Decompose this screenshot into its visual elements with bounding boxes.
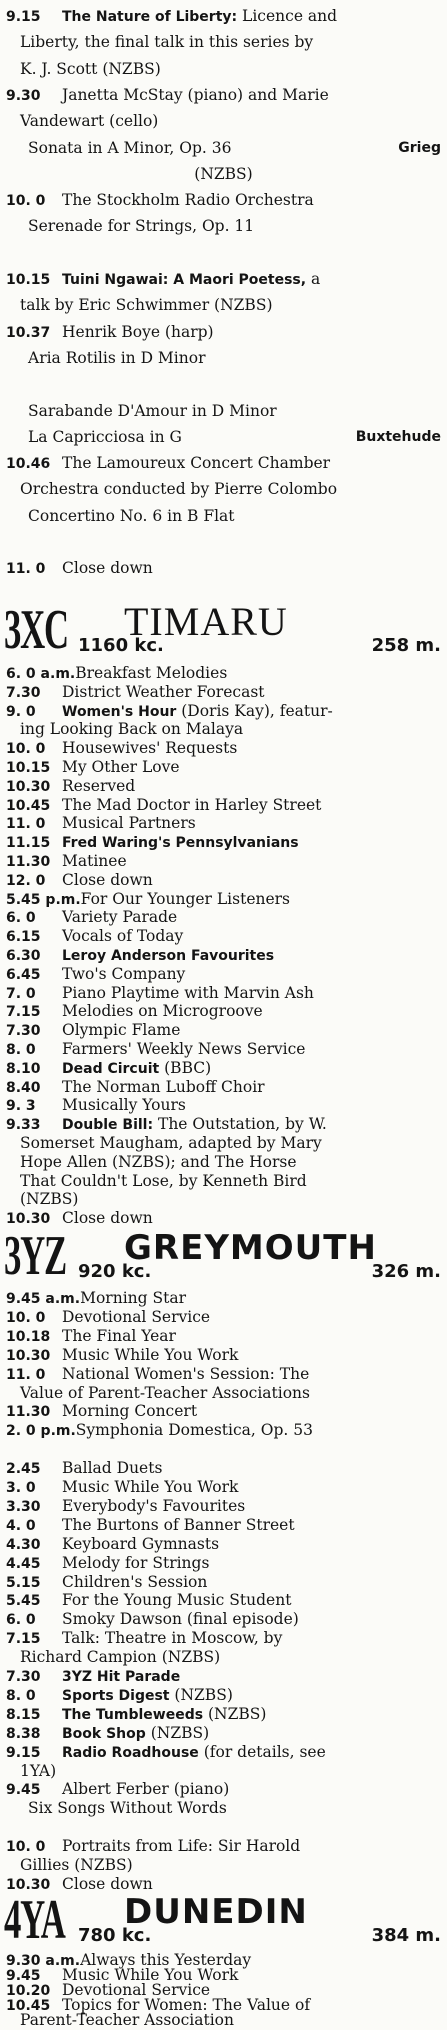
programme-time: 6.45 — [6, 966, 41, 983]
programme-time: 10.30 — [6, 1347, 51, 1364]
programme-title: Women's Hour — [62, 703, 177, 720]
programme-line — [6, 1704, 441, 1725]
programme-line — [6, 453, 441, 474]
programme-text: ing Looking Back on Malaya — [20, 720, 244, 739]
programme-text: Two's Company — [62, 964, 186, 983]
programme-title: 3YZ Hit Parade — [62, 1669, 181, 1685]
station-city: TIMARU — [124, 599, 288, 644]
programme-time: 8. 0 — [6, 1687, 36, 1704]
programme-time: 6. 0 — [6, 1612, 36, 1629]
programme-text: For Our Younger Listeners — [80, 889, 291, 908]
programme-time: 10.20 — [6, 1983, 51, 1999]
programme-time: 5.15 — [6, 1574, 41, 1591]
programme-time: 5.45 p.m. — [6, 891, 81, 908]
programme-time: 7.30 — [6, 1023, 41, 1040]
programme-text: The Mad Doctor in Harley Street — [62, 795, 322, 814]
programme-time: 7.15 — [6, 1631, 41, 1648]
composer-credit: Grieg — [398, 139, 441, 156]
programme-text: Vocals of Today — [62, 927, 184, 946]
programme-line — [6, 348, 441, 368]
programme-time: 11. 0 — [6, 1366, 46, 1383]
programme-time: 6. 0 — [6, 910, 36, 927]
station-header-dunedin — [4, 1889, 441, 1951]
programme-time: 11.30 — [6, 1404, 51, 1421]
programme-text: Housewives' Requests — [62, 739, 238, 758]
programme-line — [6, 1326, 441, 1347]
programme-text: Music While You Work — [62, 1478, 239, 1496]
programme-text: (NZBS) — [20, 1190, 79, 1209]
programme-line — [6, 1401, 441, 1422]
programme-line — [6, 1836, 441, 1857]
programme-text: Close down — [62, 559, 153, 578]
programme-text: Vandewart (cello) — [20, 112, 159, 131]
programme-line — [6, 558, 441, 579]
programme-text: Parent-Teacher Association — [20, 2011, 234, 2029]
programme-text: Serenade for Strings, Op. 11 — [28, 217, 255, 236]
programme-time: 9.45 — [6, 1782, 41, 1799]
programme-time: 2. 0 p.m. — [6, 1423, 76, 1440]
programme-line — [6, 1742, 441, 1763]
programme-line — [6, 59, 441, 79]
programme-text: Reserved — [62, 776, 136, 795]
programme-text: Breakfast Melodies — [75, 664, 228, 682]
programme-line — [6, 479, 441, 499]
programme-time: 4.30 — [6, 1536, 41, 1553]
programme-time: 7.30 — [6, 1669, 41, 1685]
programme-time: 5.45 — [6, 1593, 41, 1610]
programme-line — [6, 6, 441, 27]
station-wavelength: 258 m. — [371, 635, 441, 656]
programme-time: 10. 0 — [6, 741, 46, 758]
programme-line — [6, 1458, 441, 1479]
programme-line — [6, 1647, 441, 1667]
programme-time: 6. 0 a.m. — [6, 666, 76, 682]
programme-time: 8.10 — [6, 1060, 41, 1077]
programme-time: 12. 0 — [6, 872, 46, 889]
programme-time: 11. 0 — [6, 561, 46, 578]
programme-time: 3. 0 — [6, 1480, 36, 1496]
programme-line — [6, 164, 441, 184]
programme-text: Sarabande D'Amour in D Minor — [28, 401, 277, 420]
programme-text: The Stockholm Radio Orchestra — [62, 191, 314, 210]
programme-line — [6, 1477, 441, 1498]
programme-text: La Capricciosa in G — [28, 427, 182, 446]
programme-text: Aria Rotilis in D Minor — [28, 348, 206, 367]
programme-time: 11.15 — [6, 835, 51, 852]
programme-text: Talk: Theatre in Moscow, by — [62, 1629, 283, 1648]
programme-time: 7.30 — [6, 684, 41, 701]
programme-time: 10.30 — [6, 1876, 51, 1893]
programme-line — [6, 401, 441, 421]
programme-line — [6, 1383, 441, 1403]
programme-text: The Norman Luboff Choir — [62, 1077, 265, 1096]
programme-time: 9.30 — [6, 87, 41, 104]
programme-title: Sports Digest — [62, 1687, 170, 1704]
programme-title: Fred Waring's Pennsylvanians — [62, 835, 299, 852]
programme-line — [6, 1590, 441, 1611]
programme-text: (for details, see — [198, 1742, 326, 1761]
programme-text: Devotional Service — [62, 1981, 211, 1999]
station-call-sign: 3YZ — [4, 1225, 66, 1287]
composer-credit: Buxtehude — [355, 428, 441, 445]
programme-text: Melodies on Microgroove — [62, 1002, 263, 1021]
programme-line — [6, 427, 441, 447]
programme-line — [6, 1189, 441, 1209]
programme-time: 10.45 — [6, 1998, 51, 2014]
programme-time: 10. 0 — [6, 1309, 46, 1326]
programme-time: 10.46 — [6, 456, 51, 473]
programme-time: 8.15 — [6, 1706, 41, 1723]
station-city: GREYMOUTH — [124, 1228, 377, 1268]
programme-text: Music While You Work — [62, 1966, 239, 1984]
programme-time: 9. 3 — [6, 1098, 36, 1115]
programme-text: For the Young Music Student — [62, 1591, 292, 1610]
programme-text: Janetta McStay (piano) and Marie — [62, 85, 329, 104]
programme-text: The Burtons of Banner Street — [62, 1515, 295, 1534]
programme-line — [6, 1496, 441, 1517]
programme-title: Double Bill: — [62, 1117, 154, 1134]
programme-time: 2.45 — [6, 1461, 41, 1478]
programme-line — [6, 1171, 441, 1191]
programme-title: Book Shop — [62, 1725, 146, 1742]
station-header-greymouth — [4, 1225, 441, 1287]
programme-time: 10.30 — [6, 1211, 51, 1228]
programme-time: 9.15 — [6, 1744, 41, 1761]
programme-text: Devotional Service — [62, 1307, 211, 1326]
programme-line — [6, 1761, 441, 1781]
programme-time: 9.45 a.m. — [6, 1291, 81, 1307]
programme-text: a — [306, 270, 321, 288]
programme-time: 9. 0 — [6, 703, 36, 720]
programme-title: Tuini Ngawai: A Maori Poetess, — [62, 272, 307, 288]
programme-text: The Final Year — [62, 1326, 176, 1345]
programme-line — [6, 216, 441, 236]
programme-time: 10.15 — [6, 272, 51, 288]
programme-time: 8. 0 — [6, 1042, 36, 1058]
programme-time: 7.15 — [6, 1004, 41, 1021]
programme-text: Close down — [62, 870, 153, 889]
programme-line — [6, 1515, 441, 1536]
programme-text: Matinee — [62, 852, 127, 870]
programme-text: Somerset Maugham, adapted by Mary — [20, 1134, 322, 1152]
programme-line — [6, 1553, 441, 1574]
station-call-sign: 3XC — [4, 599, 68, 661]
programme-text: Smoky Dawson (final episode) — [62, 1610, 299, 1629]
programme-line — [6, 1364, 441, 1385]
programme-title: Radio Roadhouse — [62, 1744, 199, 1761]
programme-time: 3.30 — [6, 1498, 41, 1515]
programme-text: Piano Playtime with Marvin Ash — [62, 983, 314, 1002]
programme-text: Close down — [62, 1209, 153, 1228]
programme-time: 4.45 — [6, 1555, 41, 1572]
programme-line — [6, 295, 441, 315]
programme-title: The Nature of Liberty: — [62, 9, 238, 25]
programme-text: Licence and — [237, 7, 338, 25]
programme-text: Symphonia Domestica, Op. 53 — [75, 1421, 313, 1440]
station-header-timaru — [4, 599, 441, 661]
programme-line — [6, 85, 441, 106]
programme-line — [6, 1779, 441, 1800]
programme-text: Farmers' Weekly News Service — [62, 1040, 306, 1058]
programme-text: Melody for Strings — [62, 1553, 210, 1572]
programme-text: Musically Yours — [62, 1096, 186, 1115]
programme-line — [6, 1345, 441, 1366]
station-frequency: 920 kc. — [78, 1261, 152, 1282]
programme-time: 11. 0 — [6, 816, 46, 833]
programme-title: Leroy Anderson Favourites — [62, 948, 275, 964]
programme-text: The Outstation, by W. — [153, 1115, 327, 1134]
programme-text: (NZBS) — [169, 1685, 233, 1704]
programme-text: Close down — [62, 1874, 153, 1893]
programme-time: 9.30 a.m. — [6, 1953, 81, 1969]
programme-line — [6, 1609, 441, 1630]
station-frequency: 780 kc. — [78, 1925, 152, 1946]
programme-text: The Lamoureux Concert Chamber — [62, 454, 331, 473]
programme-time: 10.45 — [6, 797, 51, 814]
programme-text: Orchestra conducted by Pierre Colombo — [20, 480, 338, 499]
programme-text: Ballad Duets — [62, 1459, 163, 1478]
programme-text: (NZBS) — [203, 1704, 267, 1723]
programme-time: 9.15 — [6, 9, 41, 25]
programme-text: Topics for Women: The Value of — [62, 1996, 311, 2014]
programme-text: Sonata in A Minor, Op. 36 — [28, 138, 232, 157]
programme-text: Six Songs Without Words — [28, 1799, 227, 1818]
programme-line — [6, 719, 441, 739]
programme-line — [6, 1420, 441, 1441]
programme-text: Concertino No. 6 in B Flat — [28, 506, 235, 525]
station-wavelength: 384 m. — [371, 1925, 441, 1946]
programme-text: National Women's Session: The — [62, 1364, 310, 1383]
programme-text: Variety Parade — [62, 908, 178, 927]
programme-line — [6, 2010, 441, 2030]
programme-line — [6, 111, 441, 131]
station-city: DUNEDIN — [124, 1892, 308, 1932]
programme-text: Portraits from Life: Sir Harold — [62, 1837, 301, 1856]
programme-text: Olympic Flame — [62, 1021, 181, 1040]
programme-time: 10.37 — [6, 324, 51, 341]
programme-text: Henrik Boye (harp) — [62, 322, 214, 341]
programme-line — [6, 1628, 441, 1649]
programme-text: Morning Concert — [62, 1402, 198, 1421]
programme-time: 10. 0 — [6, 193, 46, 210]
programme-time: 10. 0 — [6, 1839, 46, 1856]
programme-line — [6, 1307, 441, 1328]
programme-line — [6, 1723, 441, 1744]
programme-time: 10.15 — [6, 760, 51, 776]
programme-line — [6, 1666, 441, 1687]
programme-text: Children's Session — [62, 1572, 208, 1591]
station-call-sign: 4YA — [4, 1889, 65, 1951]
programme-line — [6, 190, 441, 211]
programme-line — [6, 269, 441, 290]
programme-line — [6, 1534, 441, 1555]
programme-time: 8.38 — [6, 1725, 41, 1742]
programme-line — [6, 32, 441, 52]
programme-text: That Couldn't Lose, by Kenneth Bird — [20, 1171, 307, 1190]
programme-time: 7. 0 — [6, 985, 36, 1002]
programme-text: Music While You Work — [62, 1345, 239, 1364]
programme-time: 6.30 — [6, 948, 41, 964]
programme-time: 10.18 — [6, 1328, 51, 1345]
programme-line — [6, 1855, 441, 1875]
programme-line — [6, 1572, 441, 1593]
programme-line — [6, 138, 441, 158]
programme-text: 1YA) — [20, 1761, 57, 1780]
programme-line — [6, 322, 441, 343]
programme-line — [6, 1152, 441, 1172]
programme-time: 9.45 — [6, 1968, 41, 1984]
programme-text: (BBC) — [159, 1058, 212, 1077]
station-wavelength: 326 m. — [371, 1261, 441, 1282]
programme-line — [6, 1133, 441, 1153]
programme-time: 10.30 — [6, 778, 51, 795]
programme-time: 11.30 — [6, 854, 51, 870]
programme-text: Gillies (NZBS) — [20, 1856, 133, 1874]
programme-time: 6.15 — [6, 929, 41, 946]
programme-text: My Other Love — [62, 758, 180, 776]
programme-text: Keyboard Gymnasts — [62, 1534, 220, 1553]
programme-text: (NZBS) — [145, 1723, 210, 1742]
programme-text: Hope Allen (NZBS); and The Horse — [20, 1152, 297, 1171]
programme-time: 4. 0 — [6, 1517, 36, 1534]
programme-text: (Doris Kay), featur- — [176, 701, 333, 720]
programme-time: 8.40 — [6, 1079, 41, 1096]
programme-time: 9.33 — [6, 1117, 41, 1134]
programme-text: Albert Ferber (piano) — [62, 1780, 230, 1799]
programme-text: (NZBS) — [194, 164, 253, 183]
programme-text: Liberty, the final talk in this series by — [20, 33, 314, 52]
programme-title: Dead Circuit — [62, 1060, 160, 1077]
programme-line — [6, 506, 441, 526]
programme-text: K. J. Scott (NZBS) — [20, 59, 161, 78]
programme-text: Everybody's Favourites — [62, 1496, 246, 1515]
programme-text: Value of Parent-Teacher Associations — [20, 1383, 310, 1402]
station-frequency: 1160 kc. — [78, 635, 164, 656]
programme-title: The Tumbleweeds — [62, 1706, 204, 1723]
programme-line — [6, 1685, 441, 1706]
programme-text: Musical Partners — [62, 814, 196, 833]
programme-text: Always this Yesterday — [80, 1951, 252, 1969]
programme-line — [6, 1798, 441, 1818]
programme-line — [6, 1288, 441, 1309]
programme-text: District Weather Forecast — [62, 682, 265, 701]
programme-text: Morning Star — [80, 1289, 186, 1307]
programme-text: Richard Campion (NZBS) — [20, 1648, 221, 1667]
programme-text: talk by Eric Schwimmer (NZBS) — [20, 296, 273, 315]
